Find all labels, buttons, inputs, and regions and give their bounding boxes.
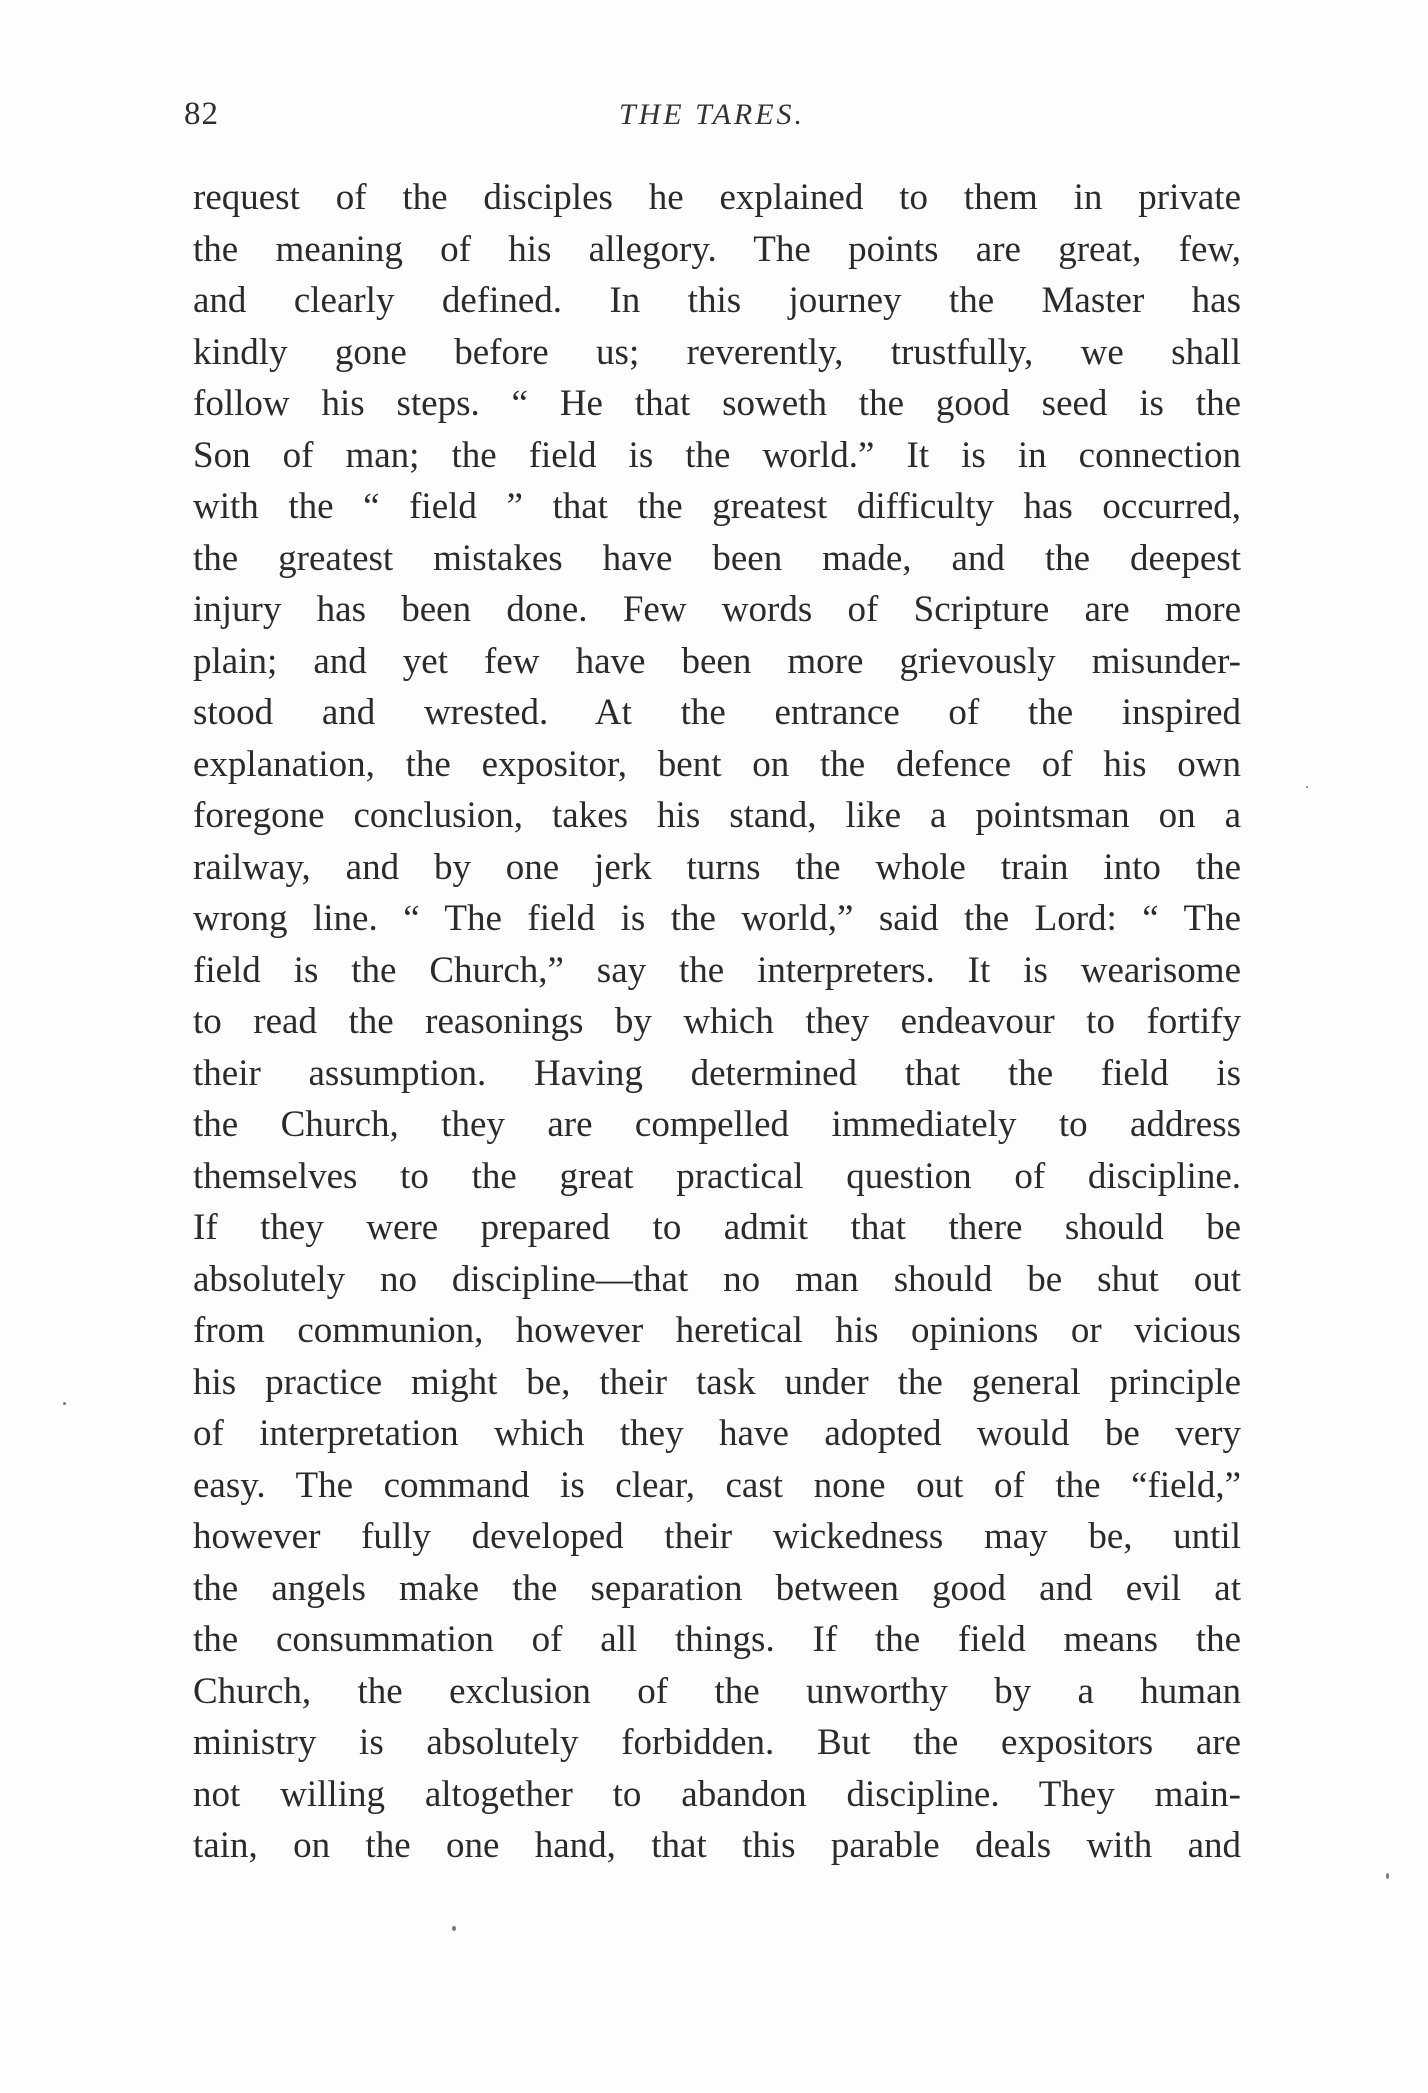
print-speck: [452, 1926, 456, 1931]
text-line: from communion, however heretical his opinions or vicious: [193, 1310, 1241, 1351]
text-line: easy. The command is clear, cast none out of the “field,”: [193, 1464, 1241, 1506]
text-line: the consummation of all things. If the field means the: [193, 1619, 1241, 1660]
text-line: his practice might be, their task under the general principle: [193, 1361, 1241, 1403]
text-line: railway, and by one jerk turns the whole train into the: [193, 846, 1241, 888]
text-line: and clearly defined. In this journey the Master has: [193, 280, 1241, 321]
text-line: the greatest mistakes have been made, and the deepest: [193, 537, 1241, 579]
text-line: of interpretation which they have adopted would be very: [193, 1413, 1241, 1454]
text-line: wrong line. “ The field is the world,” said the Lord: “ The: [193, 898, 1241, 939]
text-line: Church, the exclusion of the unworthy by a human: [193, 1670, 1241, 1712]
body-text: [193, 172, 1241, 1872]
text-line: their assumption. Having determined that the field is: [193, 1052, 1241, 1094]
text-line: field is the Church,” say the interpreters. It is wearisome: [193, 949, 1241, 991]
text-line: with the “ field ” that the greatest difficulty has occurred,: [193, 486, 1241, 527]
text-line: not willing altogether to abandon discipline. They main-: [193, 1773, 1241, 1815]
text-line: kindly gone before us; reverently, trustfully, we shall: [193, 331, 1241, 373]
text-line: If they were prepared to admit that there should be: [193, 1207, 1241, 1248]
text-line: to read the reasonings by which they endeavour to fortify: [193, 1001, 1241, 1042]
running-head: [184, 96, 1240, 136]
print-speck: [1386, 1873, 1389, 1879]
text-line: request of the disciples he explained to them in private: [193, 177, 1241, 218]
text-line: explanation, the expositor, bent on the defence of his own: [193, 743, 1241, 785]
running-title: THE TARES.: [618, 98, 806, 131]
text-line: follow his steps. “ He that soweth the good seed is the: [193, 383, 1241, 424]
page-number: 82: [184, 96, 219, 132]
text-line: the angels make the separation between good and evil at: [193, 1567, 1241, 1609]
print-speck: [63, 1402, 66, 1405]
text-line: however fully developed their wickedness may be, until: [193, 1516, 1241, 1557]
text-line: the Church, they are compelled immediately to address: [193, 1104, 1241, 1145]
text-line: tain, on the one hand, that this parable deals with and: [193, 1825, 1241, 1866]
text-line: plain; and yet few have been more grievously misunder-: [193, 640, 1241, 682]
text-line: injury has been done. Few words of Scripture are more: [193, 589, 1241, 630]
text-line: stood and wrested. At the entrance of the inspired: [193, 692, 1241, 733]
text-line: foregone conclusion, takes his stand, like a pointsman on a: [193, 795, 1241, 836]
print-speck: [1306, 786, 1308, 788]
text-line: ministry is absolutely forbidden. But the expositors are: [193, 1722, 1241, 1763]
text-line: Son of man; the field is the world.” It is in connection: [193, 434, 1241, 476]
text-line: themselves to the great practical question of discipline.: [193, 1155, 1241, 1197]
text-line: absolutely no discipline—that no man should be shut out: [193, 1258, 1241, 1300]
text-line: the meaning of his allegory. The points are great, few,: [193, 228, 1241, 270]
